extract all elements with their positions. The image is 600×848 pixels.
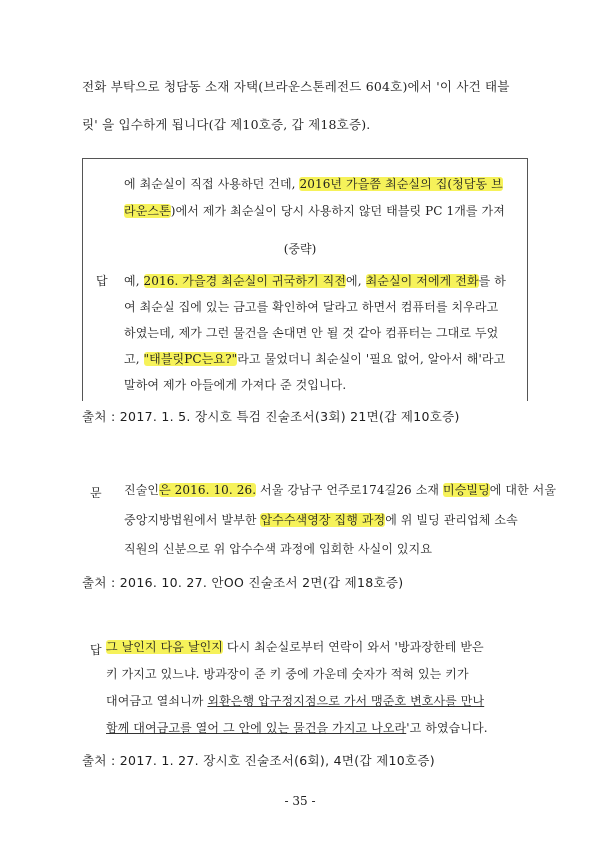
quote2-line-2: 중앙지방법원에서 발부한 압수수색영장 집행 과정에 위 빌딩 관리업체 소속 xyxy=(124,513,518,527)
quote3-line-2: 키 가지고 있느냐. 방과장이 준 키 중에 가운데 숫자가 적혀 있는 키가 xyxy=(106,667,469,681)
intro-line-1: 전화 부탁으로 청담동 소재 자택(브라운스톤레전드 604호)에서 '이 사건 태블 xyxy=(82,79,510,94)
highlight: "태블릿PC는요?" xyxy=(143,352,238,366)
highlight: 미승빌딩 xyxy=(443,483,490,497)
quote3-line-1: 그 날인지 다음 날인지 다시 최순실로부터 연락이 와서 '방과장한테 받은 xyxy=(106,640,484,654)
page-number: - 35 - xyxy=(284,794,316,808)
question-label: 문 xyxy=(90,486,102,500)
highlight: 은 2016. 10. 26. xyxy=(159,483,257,497)
answer-label: 답 xyxy=(90,643,102,657)
quote2-line-1: 진술인은 2016. 10. 26. 서울 강남구 언주로174길26 소재 미승빌딩에 대한 서울 xyxy=(124,483,557,497)
quote1-answer-line-1: 예, 2016. 가을경 최순실이 귀국하기 직전에, 최순실이 저에게 전화를 하 xyxy=(124,274,506,288)
source-citation-2: 출처 : 2016. 10. 27. 안OO 진술조서 2면(갑 제18호증) xyxy=(82,575,404,590)
highlight: 2016년 가을쯤 최순실의 집(청담동 브 xyxy=(299,177,503,191)
quote2-line-3: 직원의 신분으로 위 압수수색 과정에 입회한 사실이 있지요 xyxy=(124,542,433,556)
quote3-line-3: 대여금고 열쇠니까 외환은행 압구정지점으로 가서 맹준호 변호사를 만나 xyxy=(106,694,485,708)
underlined-text: 외환은행 압구정지점으로 가서 맹준호 변호사를 만나 xyxy=(207,694,485,708)
intro-line-2: 릿' 을 입수하게 됩니다(갑 제10호증, 갑 제18호증). xyxy=(82,117,371,132)
quote1-line-1: 에 최순실이 직접 사용하던 건데, 2016년 가을쯤 최순실의 집(청담동 브 xyxy=(124,177,503,191)
underlined-text: 함께 대여금고를 열어 그 안에 있는 물건을 가지고 나오라 xyxy=(106,721,407,735)
quote1-answer-line-3: 하였는데, 제가 그런 물건을 손대면 안 될 것 같아 컴퓨터는 그대로 두었 xyxy=(124,326,499,340)
quote1-line-2: 라운스톤)에서 제가 최순실이 당시 사용하지 않던 태블릿 PC 1개를 가져 xyxy=(124,204,505,218)
highlight: 2016. 가을경 최순실이 귀국하기 직전 xyxy=(143,274,347,288)
source-citation-3: 출처 : 2017. 1. 27. 장시호 진술조서(6회), 4면(갑 제10호증) xyxy=(82,753,435,768)
answer-label: 답 xyxy=(96,274,108,288)
quote1-answer-line-5: 말하여 제가 아들에게 가져다 준 것입니다. xyxy=(124,378,347,392)
omitted-marker: (중략) xyxy=(283,242,317,256)
quote1-answer-line-2: 여 최순실 집에 있는 금고를 확인하여 달라고 하면서 컴퓨터를 치우라고 xyxy=(124,300,499,314)
highlight: 라운스톤 xyxy=(124,204,171,218)
quote3-line-4: 함께 대여금고를 열어 그 안에 있는 물건을 가지고 나오라'고 하였습니다. xyxy=(106,721,488,735)
quote1-answer-line-4: 고, "태블릿PC는요?"라고 물었더니 최순실이 '필요 없어, 알아서 해'라고 xyxy=(124,352,506,366)
highlight: 그 날인지 다음 날인지 xyxy=(106,640,223,654)
highlight: 압수수색영장 집행 과정 xyxy=(260,513,386,527)
highlight: 최순실이 저에게 전화 xyxy=(365,274,479,288)
source-citation-1: 출처 : 2017. 1. 5. 장시호 특검 진술조서(3회) 21면(갑 제10호증) xyxy=(82,409,460,424)
